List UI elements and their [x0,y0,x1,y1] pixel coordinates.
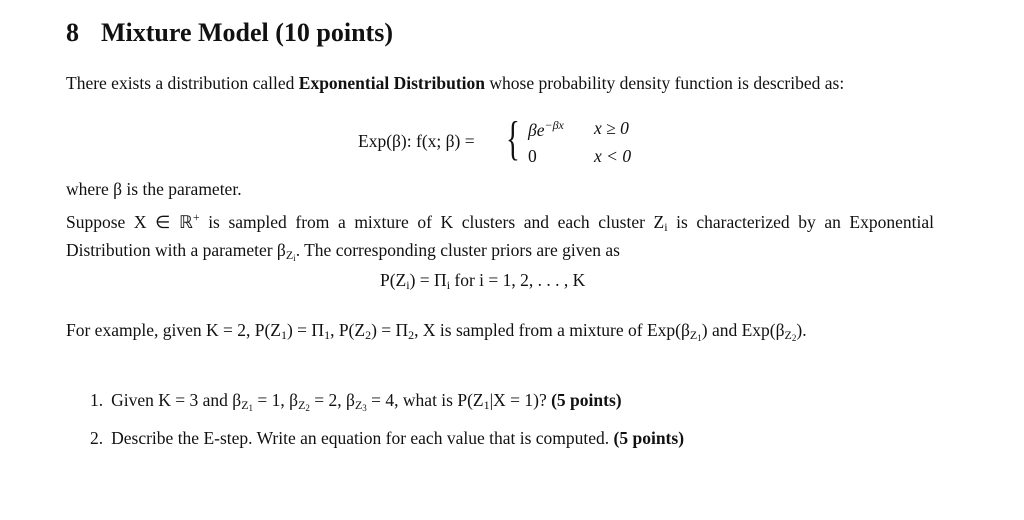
intro-text-1: There exists a distribution called [66,73,299,93]
cases-brace: { [506,112,520,165]
prior-equation: $P(Z_i) = \Pi_i$ for i = 1, 2, . . . , K [380,270,586,292]
pdf-case1-value: $\beta e^{-\beta x}$ [528,118,564,140]
question-points: (5 points) [613,428,685,448]
question-number: 2. [90,428,104,448]
suppose-paragraph: Suppose X ∈ ℝ+ is sampled from a mixture of K clusters and each cluster $Z_i$ is characterized by an Exponential Distribution with a parameter $\beta_{Zi}$. The corresponding cluster priors are given as [66,210,934,263]
pdf-equation-lhs: Exp(β): f(x; β) = [358,131,475,151]
question-2: 2. Describe the E-step. Write an equation for each value that is computed. (5 points) [90,428,685,448]
pdf-case1-condition: x ≥ 0 [594,118,629,138]
pdf-case2-value: 0 [528,146,537,166]
where-paragraph: where β is the parameter. [66,179,242,199]
intro-bold-term: Exponential Distribution [298,73,486,93]
question-number: 1. [90,390,104,410]
intro-text-2: whose probability density function is described as: [485,73,845,93]
section-heading [66,18,393,48]
question-1: 1. Given K = 3 and $\beta_{Z1} = 1$, $\beta_{Z2} = 2$, $\beta_{Z3} = 4$, what is $P(Z_1|X = 1)$? (5 points) [90,390,622,413]
pdf-case2-condition: x < 0 [594,146,632,166]
intro-paragraph [66,72,934,95]
section-title: Mixture Model (10 points) [101,18,393,47]
section-number: 8 [66,18,79,47]
example-paragraph: For example, given K = 2, $P(Z_1) = \Pi_1$, $P(Z_2) = \Pi_2$, X is sampled from a mixture of $Exp(\beta_{Z1})$ and $Exp(\beta_{Z2})$. [66,320,807,343]
question-points: (5 points) [551,390,622,410]
